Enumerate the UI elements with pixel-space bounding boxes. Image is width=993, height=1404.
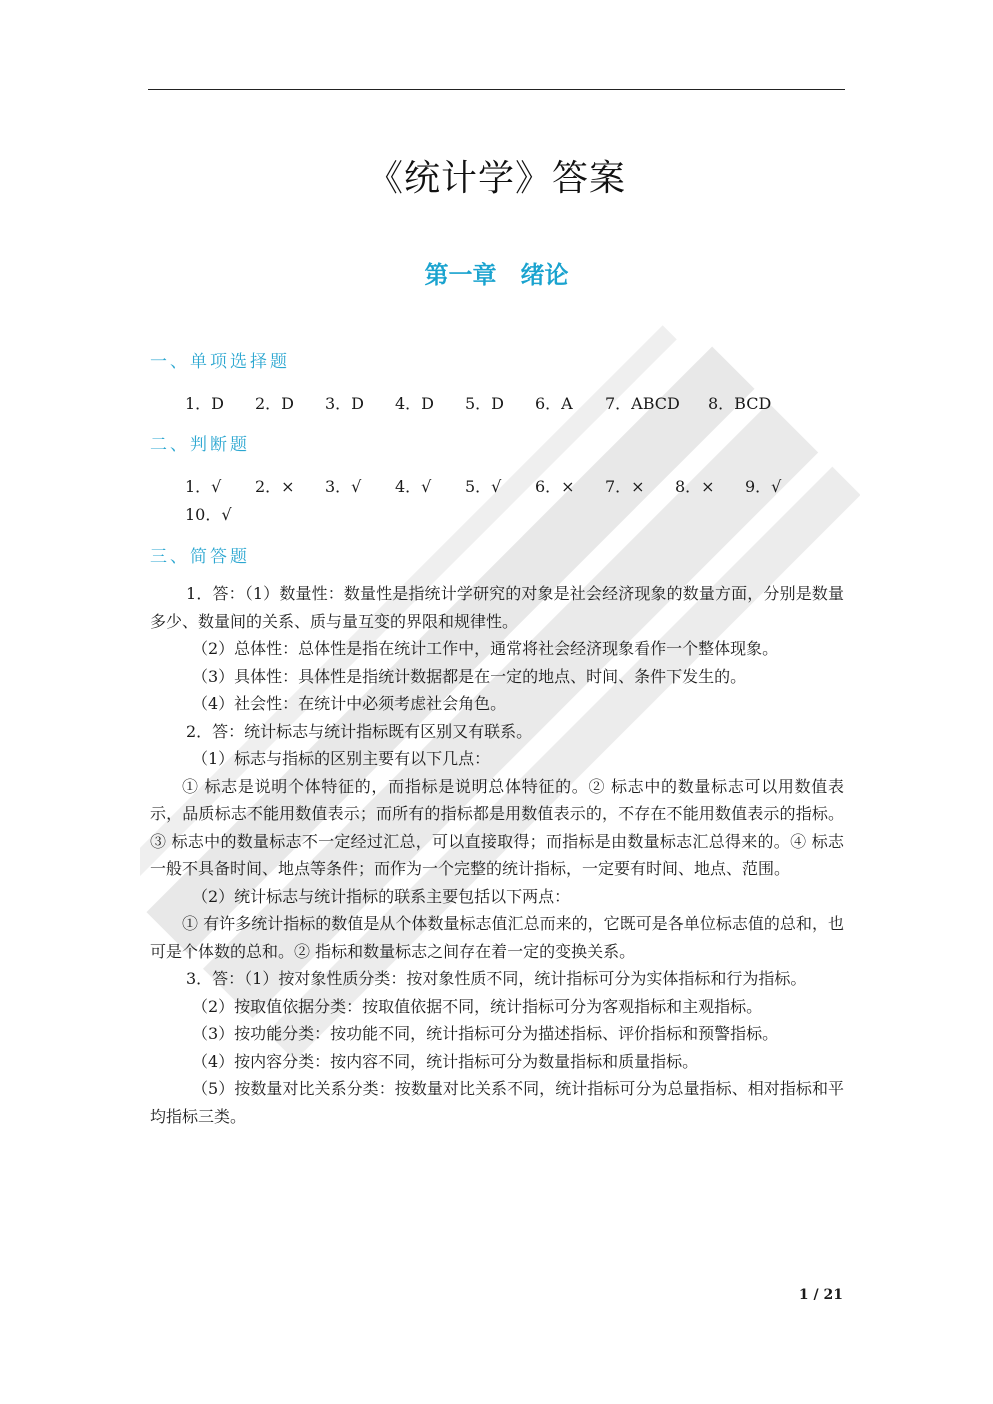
chapter-title: 第一章 绪论 xyxy=(424,261,569,289)
paragraph: （2）总体性：总体性是指在统计工作中，通常将社会经济现象看作一个整体现象。 xyxy=(192,639,779,658)
answer-item: 5．D xyxy=(465,394,505,413)
paragraph: （2）按取值依据分类：按取值依据不同，统计指标可分为客观指标和主观指标。 xyxy=(192,996,763,1016)
paragraph: 2．答：统计标志与统计指标既有区别又有联系。 xyxy=(186,721,533,741)
page-number: 1 / 21 xyxy=(798,1287,843,1303)
document-title: 《统计学》答案 xyxy=(366,158,626,199)
answer-item: 5．√ xyxy=(465,477,502,496)
answer-item: 1．D xyxy=(185,394,225,413)
answer-item: 6．× xyxy=(535,477,575,496)
answer-item: 7．× xyxy=(605,477,645,496)
paragraph: 3．答：（1）按对象性质分类：按对象性质不同，统计指标可分为实体指标和行为指标。 xyxy=(186,969,807,988)
answer-item: 9．√ xyxy=(745,477,782,496)
paragraph: ① 有许多统计指标的数值是从个体数量标志值汇总而来的，它既可是各单位标志值的总和，也可是个体数的总和。② 指标和数量标志之间存在着一定的变换关系。 xyxy=(150,914,844,961)
paragraph: （1）标志与指标的区别主要有以下几点： xyxy=(192,749,491,768)
true-false-answers-row1 xyxy=(185,474,781,497)
answer-item: 10．√ xyxy=(185,505,232,524)
paragraph: （5）按数量对比关系分类：按数量对比关系不同，统计指标可分为总量指标、相对指标和平均指标三类。 xyxy=(150,1079,844,1126)
answer-item: 1．√ xyxy=(185,477,222,496)
true-false-answers-row2 xyxy=(185,502,232,525)
paragraph: 1．答：（1）数量性：数量性是指统计学研究的对象是社会经济现象的数量方面，分别是数量多少、数量间的关系、质与量互变的界限和规律性。 xyxy=(150,584,844,631)
answer-item: 3．√ xyxy=(325,477,362,496)
answer-item: 3．D xyxy=(325,394,365,413)
paragraph: （4）按内容分类：按内容不同，统计指标可分为数量指标和质量指标。 xyxy=(192,1051,699,1071)
answer-item: 6．A xyxy=(535,394,573,413)
paragraph: （3）按功能分类：按功能不同，统计指标可分为描述指标、评价指标和预警指标。 xyxy=(192,1024,779,1043)
answer-item: 8．BCD xyxy=(708,394,772,413)
answer-item: 7．ABCD xyxy=(605,394,680,413)
answer-item: 2．× xyxy=(255,477,295,496)
paragraph: ① 标志是说明个体特征的，而指标是说明总体特征的。② 标志中的数量标志可以用数值表示，品质标志不能用数值表示；而所有的指标都是用数值表示的，不存在不能用数值表示的指标。③ 标志中的数量标志不一定经过汇总，可以直接取得；而指标是由数量标志汇总得来的。④ 标志一般不具备时间、地点等条件；而作为一个完整的统计指标，一定要有时间、地点、范围。 xyxy=(150,776,844,878)
section-heading-single-choice: 一、单项选择题 xyxy=(150,352,290,372)
section-heading-true-false: 二、判断题 xyxy=(150,435,250,455)
paragraph: （2）统计标志与统计指标的联系主要包括以下两点： xyxy=(192,886,571,906)
paragraph: （3）具体性：具体性是指统计数据都是在一定的地点、时间、条件下发生的。 xyxy=(192,666,747,686)
header-rule xyxy=(148,89,845,90)
section-heading-short-answer: 三、简答题 xyxy=(150,547,250,567)
answer-item: 4．√ xyxy=(395,477,432,496)
answer-item: 4．D xyxy=(395,394,435,413)
short-answer-body xyxy=(150,580,844,1130)
answer-item: 2．D xyxy=(255,394,295,413)
single-choice-answers xyxy=(185,391,771,414)
answer-item: 8．× xyxy=(675,477,715,496)
paragraph: （4）社会性：在统计中必须考虑社会角色。 xyxy=(192,694,507,713)
